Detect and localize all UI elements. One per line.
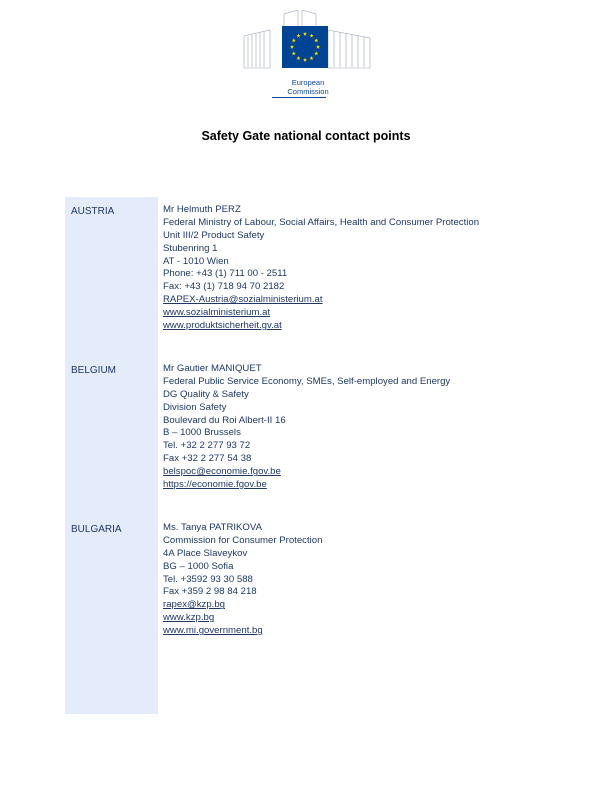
contact-person: Mr Gautier MANIQUET bbox=[163, 363, 262, 374]
contact-details bbox=[163, 522, 322, 638]
country-name: BELGIUM bbox=[71, 365, 117, 376]
phone: Phone: +43 (1) 711 00 - 2511 bbox=[163, 268, 288, 280]
contact-person: Mr Helmuth PERZ bbox=[163, 204, 241, 215]
email-link[interactable]: rapex@kzp.bg bbox=[163, 599, 226, 611]
city: AT - 1010 Wien bbox=[163, 255, 229, 267]
website-link[interactable]: www.sozialministerium.at bbox=[163, 307, 271, 319]
contact-person: Ms. Tanya PATRIKOVA bbox=[163, 522, 262, 533]
city: B – 1000 Brussels bbox=[163, 427, 241, 439]
logo-wordmark bbox=[252, 78, 364, 96]
country-column bbox=[65, 197, 158, 714]
phone: Tel. +3592 93 30 588 bbox=[163, 573, 253, 585]
logo-line-1: European bbox=[291, 78, 325, 87]
unit: Unit III/2 Product Safety bbox=[163, 229, 265, 241]
contact-table bbox=[65, 197, 565, 714]
country-name: BULGARIA bbox=[71, 524, 122, 535]
logo-underline bbox=[272, 97, 326, 98]
street: 4A Place Slaveykov bbox=[163, 547, 248, 559]
division: Division Safety bbox=[163, 401, 227, 413]
fax: Fax +32 2 277 54 38 bbox=[163, 453, 252, 465]
logo-line-2: Commission bbox=[287, 87, 329, 96]
email-link[interactable]: belspoc@economie.fgov.be bbox=[163, 466, 281, 478]
organisation: Federal Ministry of Labour, Social Affairs, Health and Consumer Protection bbox=[163, 216, 480, 228]
phone: Tel. +32 2 277 93 72 bbox=[163, 440, 251, 452]
email-link[interactable]: RAPEX-Austria@sozialministerium.at bbox=[163, 294, 323, 306]
city: BG – 1000 Sofia bbox=[163, 560, 234, 572]
fax: Fax: +43 (1) 718 94 70 2182 bbox=[163, 281, 285, 293]
street: Stubenring 1 bbox=[163, 242, 218, 254]
street: Boulevard du Roi Albert-II 16 bbox=[163, 414, 286, 426]
contact-details bbox=[163, 363, 450, 492]
page-title: Safety Gate national contact points bbox=[201, 129, 411, 143]
website-link[interactable]: https://economie.fgov.be bbox=[163, 479, 267, 491]
organisation: Federal Public Service Economy, SMEs, Self-employed and Energy bbox=[163, 375, 451, 387]
fax: Fax +359 2 98 84 218 bbox=[163, 586, 257, 598]
contact-details bbox=[163, 204, 479, 333]
website-link[interactable]: www.produktsicherheit.gv.at bbox=[163, 320, 282, 332]
unit: DG Quality & Safety bbox=[163, 388, 249, 400]
website-link[interactable]: www.mi.government.bg bbox=[163, 625, 263, 637]
organisation: Commission for Consumer Protection bbox=[163, 534, 323, 546]
country-name: AUSTRIA bbox=[71, 206, 115, 217]
website-link[interactable]: www.kzp.bg bbox=[163, 612, 215, 624]
